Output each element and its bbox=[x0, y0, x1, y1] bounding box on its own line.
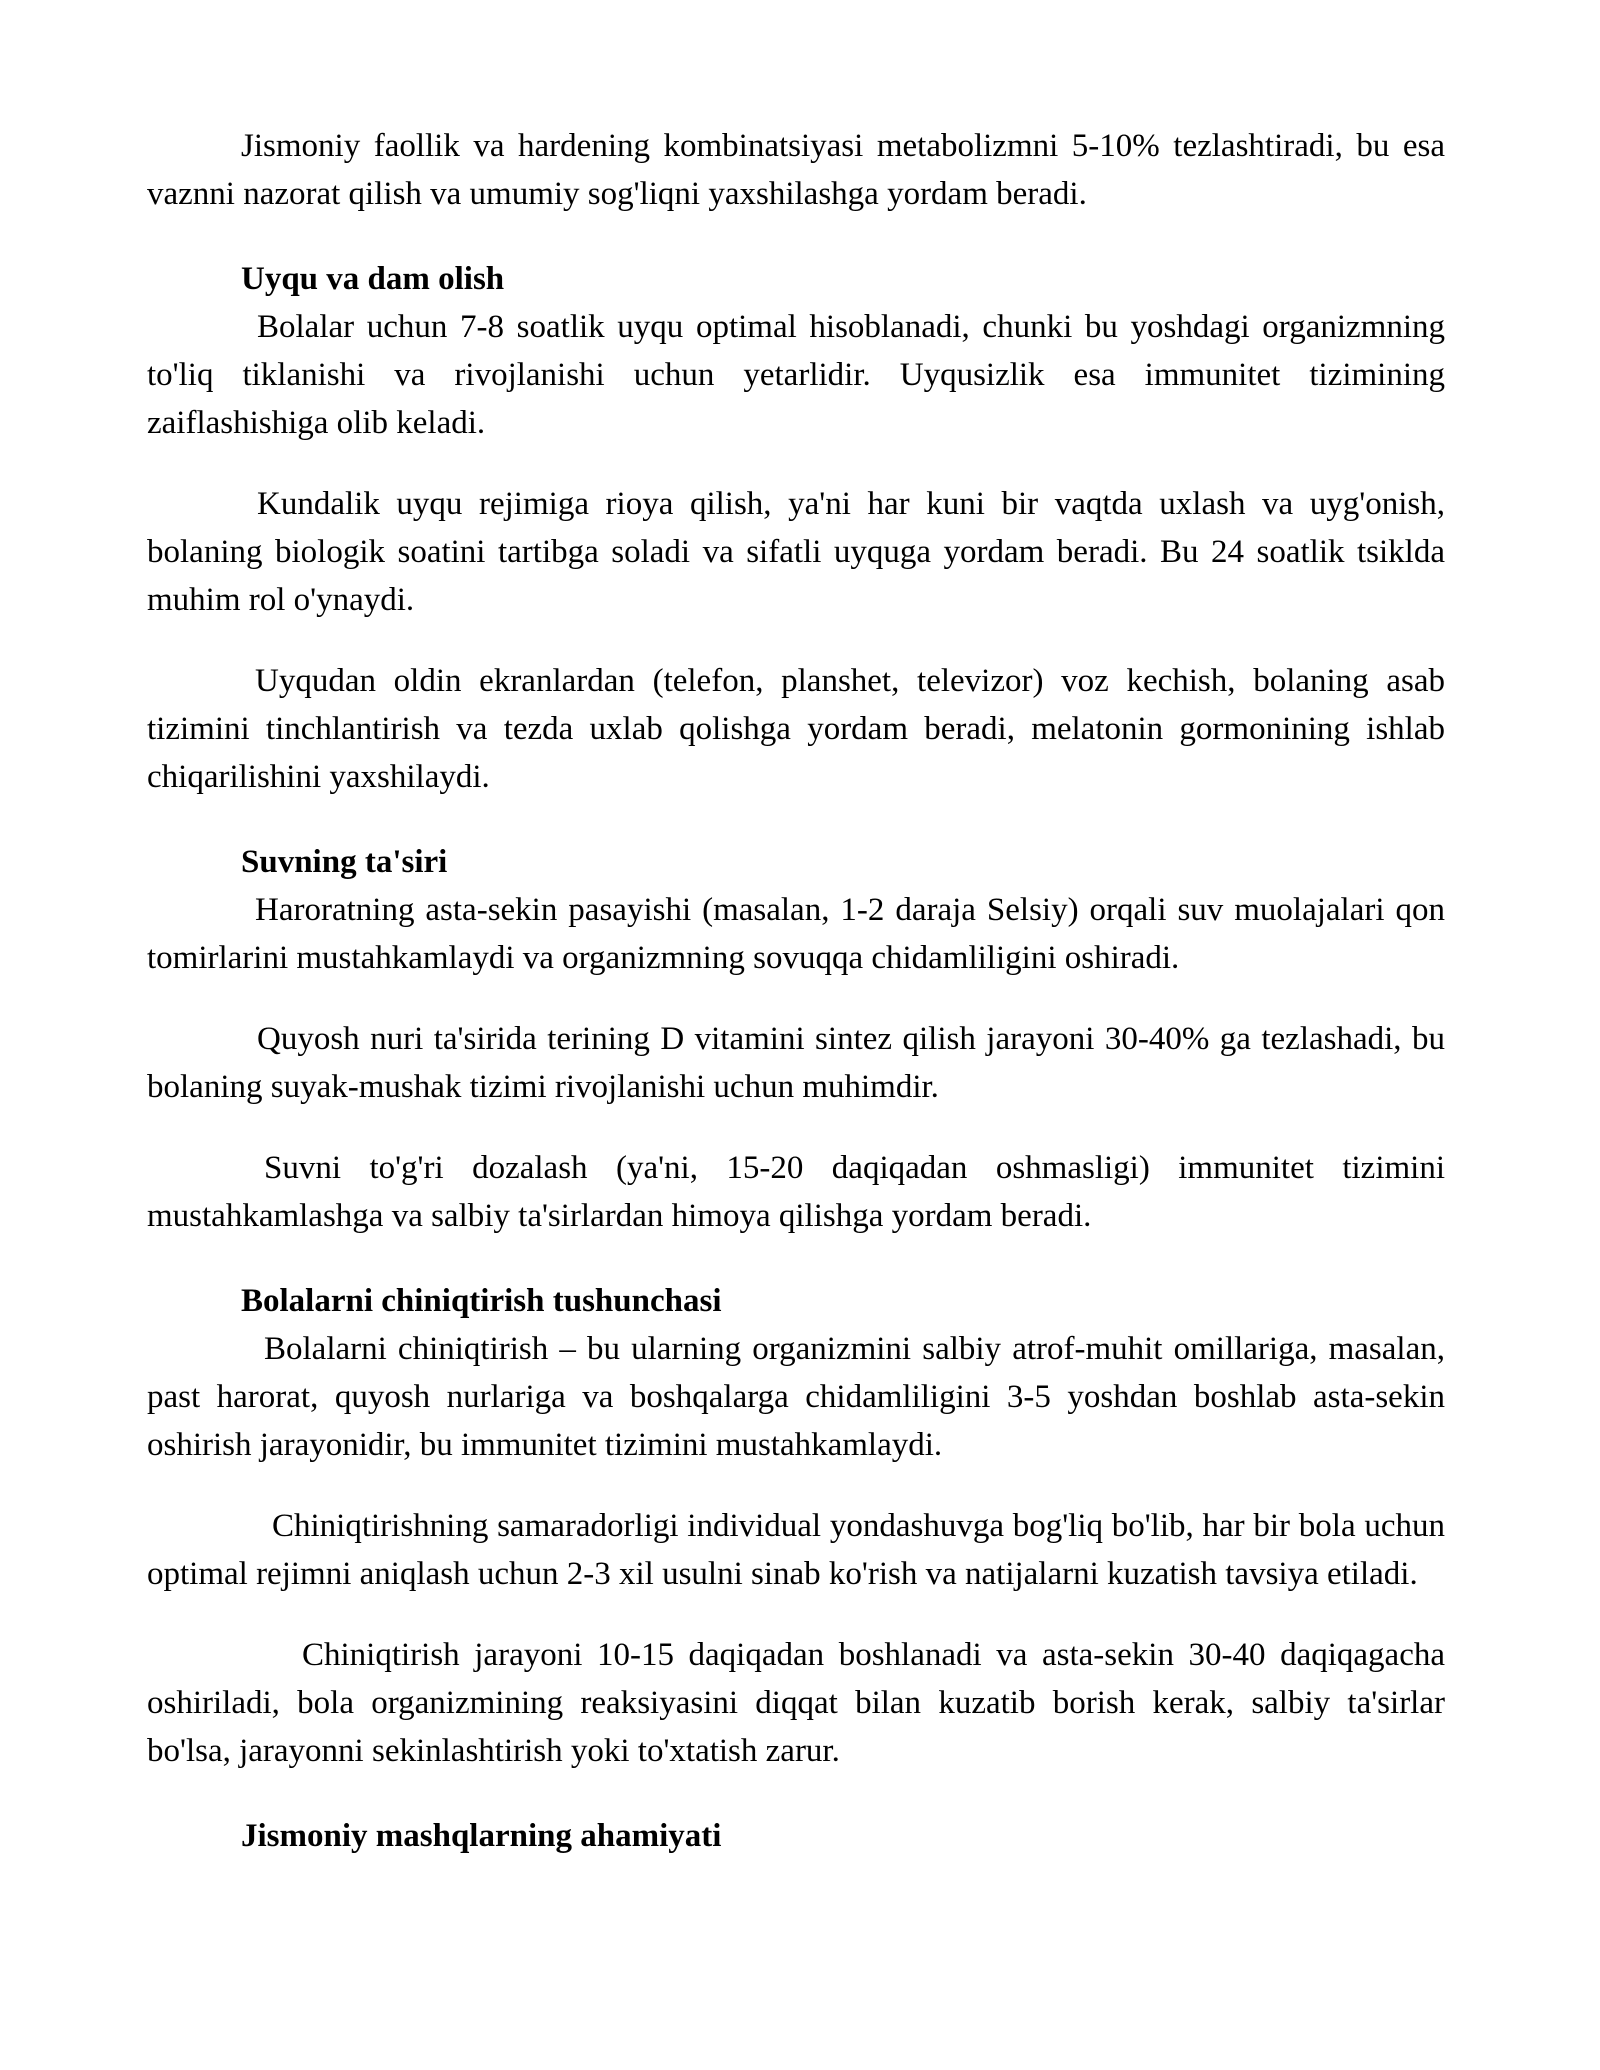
paragraph-hardening-duration: Chiniqtirish jarayoni 10-15 daqiqadan boshlanadi va asta-sekin 30-40 daqiqagacha oshiriladi, bola organizmining reaksiyasini diqqat bilan kuzatib borish kerak, salbiy ta'sirlar bo'lsa, jarayonni sekinlashtirish yoki to'xtatish zarur. bbox=[147, 1637, 1445, 1769]
heading-exercise-importance: Jismoniy mashqlarning ahamiyati bbox=[241, 1818, 722, 1854]
paragraph-screens: Uyqudan oldin ekranlardan (telefon, planshet, televizor) voz kechish, bolaning asab tizimini tinchlantirish va tezda uxlab qolishga yordam beradi, melatonin gormonining ishlab chiqarilishini yaxshilaydi. bbox=[147, 663, 1445, 795]
heading-sleep: Uyqu va dam olish bbox=[241, 261, 505, 297]
paragraph-sunlight: Quyosh nuri ta'sirida terining D vitamini sintez qilish jarayoni 30-40% ga tezlashadi, bu bolaning suyak-mushak tizimi rivojlanishi uchun muhimdir. bbox=[147, 1021, 1445, 1105]
paragraph-hardening-efficiency: Chiniqtirishning samaradorligi individual yondashuvga bog'liq bo'lib, har bir bola uchun optimal rejimni aniqlash uchun 2-3 xil usulni sinab ko'rish va natijalarni kuzatish tavsiya etiladi. bbox=[147, 1508, 1445, 1592]
paragraph-water-temperature: Haroratning asta-sekin pasayishi (masalan, 1-2 daraja Selsiy) orqali suv muolajalari qon tomirlarini mustahkamlaydi va organizmning sovuqqa chidamliligini oshiradi. bbox=[147, 892, 1445, 976]
paragraph-hardening-definition: Bolalarni chiniqtirish – bu ularning organizmini salbiy atrof-muhit omillariga, masalan, past harorat, quyosh nurlariga va boshqalarga chidamliligini 3-5 yoshdan boshlab asta-sekin oshirish jarayonidir, bu immunitet tizimini mustahkamlaydi. bbox=[147, 1331, 1445, 1463]
paragraph-sleep-routine: Kundalik uyqu rejimiga rioya qilish, ya'ni har kuni bir vaqtda uxlash va uyg'onish, bolaning biologik soatini tartibga soladi va sifatli uyquga yordam beradi. Bu 24 soatlik tsiklda muhim rol o'ynaydi. bbox=[147, 486, 1445, 618]
heading-water: Suvning ta'siri bbox=[241, 844, 448, 880]
paragraph-sleep-hours: Bolalar uchun 7-8 soatlik uyqu optimal hisoblanadi, chunki bu yoshdagi organizmning to'liq tiklanishi va rivojlanishi uchun yetarlidir. Uyqusizlik esa immunitet tizimining zaiflashishiga olib keladi. bbox=[147, 309, 1445, 441]
heading-hardening-concept: Bolalarni chiniqtirish tushunchasi bbox=[241, 1283, 722, 1319]
paragraph-metabolism: Jismoniy faollik va hardening kombinatsiyasi metabolizmni 5-10% tezlashtiradi, bu esa vaznni nazorat qilish va umumiy sog'liqni yaxshilashga yordam beradi. bbox=[147, 128, 1445, 212]
paragraph-water-dosage: Suvni to'g'ri dozalash (ya'ni, 15-20 daqiqadan oshmasligi) immunitet tizimini mustahkamlashga va salbiy ta'sirlardan himoya qilishga yordam beradi. bbox=[147, 1150, 1445, 1234]
